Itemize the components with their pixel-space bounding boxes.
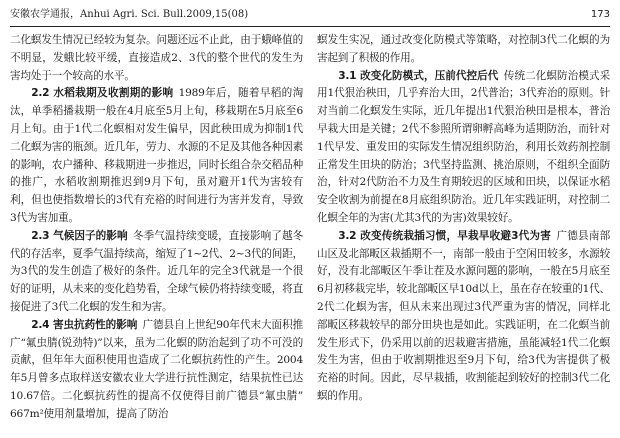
section-2-3 bbox=[10, 228, 303, 317]
page-header bbox=[10, 6, 610, 24]
section-body: 冬季气温持续变暖，直接影响了越冬代的存活率，夏季气温持续高，缩短了1~2代、2~3代的间距，为3代的发生创造了极好的条件。近几年的完全3代就是一个很好的证明，从未来的变化趋势看，全球气候仍将持续变暖，将直接促进了3代二化螟的发生和为害。 bbox=[10, 229, 303, 313]
section-heading: 3.1 改变化防模式，压前代控后代 bbox=[338, 69, 499, 82]
intro-paragraph: 二化螟发生情况已经较为复杂。问题还远不止此，由于蛾峰值的不明显，发蛾比较平缓，直接造成2、3代的整个世代的发生为害均处于一个较高的水平。 bbox=[10, 34, 303, 82]
section-body: 广德县自上世纪90年代末大面积推广“氟虫腈(锐劲特)”以来，虽为二化螟的防治起到了功不可没的贡献，但年年大面积使用也造成了二化螟抗药性的产生。2004年5月曾多点取样送安徽农业大学进行抗性测定，结果抗性已达10.67倍。二化螟抗药性的提高不仅使得目前广德县“氟虫腈” 667m²使用剂量增加，提高了防治 bbox=[10, 318, 303, 420]
right-column bbox=[317, 32, 610, 436]
section-heading: 2.3 气候因子的影响 bbox=[31, 229, 128, 242]
left-column bbox=[10, 32, 303, 436]
section-3-1 bbox=[317, 68, 610, 228]
intro-paragraph: 螟发生实况，通过改变化防模式等策略，对控制3代二化螟的为害起到了积极的作用。 bbox=[317, 34, 610, 64]
page-number: 173 bbox=[590, 9, 610, 20]
section-heading: 2.4 害虫抗药性的影响 bbox=[31, 318, 138, 331]
journal-citation: 安徽农学通报，Anhui Agri. Sci. Bull.2009,15(08) bbox=[10, 9, 249, 20]
section-2-4 bbox=[10, 317, 303, 424]
section-body: 传统二化螟防治模式采用1代狠治秧田，几乎弃治大田，2代普治；3代弃治的原则。针对当前二化螟发生实际，近几年提出1代狠治秧田是根本，普治早栽大田是关键；2代不参照所谓卵孵高峰为适期防治，而针对1代早发、重发田的实际发生情况组织防治，利用长效药剂控制正常发生田块的防治；3代坚持监测、挑治原则，不组织全面防治，针对2代防治不力及生育期较迟的区域和田块，以保证水稻安全收割为前提在8月底组织防治。近几年实践证明，对控制二化螟全年的为害(尤其3代的为害)效果较好。 bbox=[317, 69, 610, 224]
section-heading: 3.2 改变传统栽插习惯，早栽早收避3代为害 bbox=[338, 229, 551, 242]
section-body: 1989年后，随着早稻的淘汰，单季稻播栽期一般在4月底至5月上旬，移栽期在5月底至6月上旬。由于1代二化螟相对发生偏早，因此秧田成为抑制1代二化螟为害的瓶颈。近几年，劳力、水源的不足及其他各种因素的影响，农户播种、移栽期进一步推迟，同时长组合杂交稻品种的推广，水稻收割期推迟到9月下旬，虽对避开1代为害较有利，但也使指数增长的3代有充裕的时间进行为害并发育，导致3代为害加重。 bbox=[10, 87, 303, 224]
section-2-2 bbox=[10, 85, 303, 227]
section-body: 广德县南部山区及北部畈区栽插期不一，南部一般由于空闲田较多，水源较好，没有北部畈区午季让茬及水源问题的影响，一般在5月底至6月初移栽完毕，较北部畈区早10d以上，虽在存在较重的1代、2代二化螟为害，但从未来出现过3代严重为害的情况，同样北部畈区移栽较早的部分田块也是如此。实践证明，在二化螟当前发生形式下，仍采用以前的迟栽避害措施，虽能减轻1代二化螟发生为害，但由于收割期推迟至9月下旬，给3代为害提供了极充裕的时间。因此，尽早栽插，收割能起到较好的控制3代二化螟的作用。 bbox=[317, 229, 610, 402]
section-heading: 2.2 水稻栽期及收割期的影响 bbox=[31, 87, 174, 100]
header-divider bbox=[10, 26, 610, 27]
section-3-2 bbox=[317, 228, 610, 406]
